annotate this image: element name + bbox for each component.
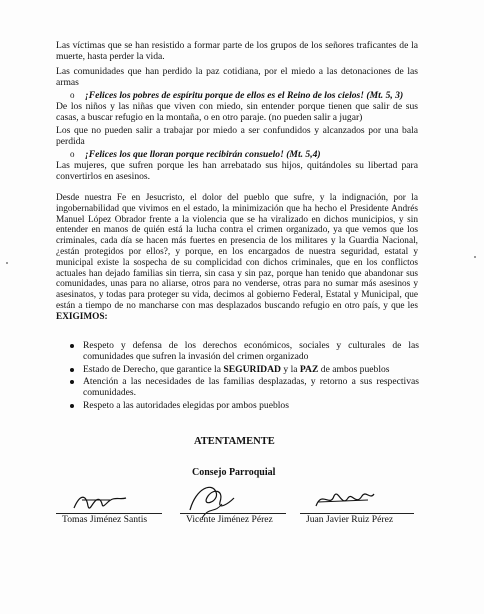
paz-label: PAZ [299,364,319,375]
council-name: Consejo Parroquial [192,467,276,478]
signature-juan [312,486,376,516]
bullet-icon [70,344,74,348]
paragraph-communities: Las comunidades que han perdido la paz cotidiana, por el miedo a las detonaciones de las armas [56,66,418,88]
seguridad-label: SEGURIDAD [223,364,281,375]
main-paragraph [56,193,418,323]
closing-text: ATENTAMENTE [194,436,275,447]
demand-item-authorities: Respeto a las autoridades elegidas por ambos pueblos [83,400,289,411]
signatory-juan: Juan Javier Ruiz Pérez [306,514,394,525]
main-paragraph-text: Desde nuestra Fe en Jesucristo, el dolor del pueblo que sufre, y la indignación, por la ingobernabilidad que vivimos en el estado, la minimización que ha hecho el Presidente Andrés Manuel López Obrador frente a la violencia que se ha viralizado en dichos municipios, y sin entender en manos de quién está la lucha contra el crimen organizado, ya que vemos que los criminales, cada día se hacen más fuertes en presencia de los militares y la Guardia Nacional, ¿están protegidos por ellos?, y porque, en los encargados de nuestra seguridad, estatal y municipal existe la sospecha de su complicidad con dichos criminales, que en los conflictos actuales han dejado familias sin tierra, sin casa y sin paz, porque han tenido que abandonar sus comunidades, unas para no aliarse, otros para no venderse, otras para no sumar más asesinos y asesinatos, y todas para proteger su vida, decimos al gobierno Federal, Estatal y Municipal, que están a tiempo de no mancharse con mas desplazados buscando refugio en otro país, y que les [56,193,418,311]
circle-bullet-icon: o [70,90,75,100]
beatitude-poor: ¡Felices los pobres de espíritu porque de ellos es el Reino de los cielos! (Mt. 5, 3) [85,90,404,101]
circle-bullet-icon: o [70,149,75,159]
bullet-icon [70,380,74,384]
signature-tomas [70,488,130,516]
bullet-icon [70,368,74,372]
paragraph-children: De los niños y las niñas que viven con miedo, sin entender porque tienen que salir de sus casas, a buscar refugio en la montaña, o en otro paraje. (no pueden salir a jugar) [56,101,418,123]
scan-mark [6,262,8,264]
signatory-vicente: Vicente Jiménez Pérez [186,514,273,525]
bullet-icon [70,404,74,408]
demand-item-rule-of-law [83,364,390,375]
demand-connector: y la [280,364,300,375]
demand-tail: de ambos pueblos [318,364,390,375]
scan-mark [474,256,476,258]
demand-item-rule-of-law-text: Estado de Derecho, que garantice la [83,364,221,375]
exigimos-label: EXIGIMOS: [56,311,108,322]
paragraph-workers: Los que no pueden salir a trabajar por miedo a ser confundidos y alcanzados por una bala perdida [56,125,418,147]
demand-item-displaced: Atención a las necesidades de las familias desplazadas, y retorno a sus respectivas comunidades. [83,376,419,398]
paragraph-victims: Las víctimas que se han resistido a formar parte de los grupos de los señores traficantes de la muerte, hasta perder la vida. [56,40,418,62]
beatitude-mourn: ¡Felices los que lloran porque recibirán consuelo! (Mt. 5,4) [85,149,321,160]
paragraph-women: Las mujeres, que sufren porque les han arrebatado sus hijos, quitándoles su libertad para convertirlos en asesinos. [56,160,418,182]
demand-item-rights: Respeto y defensa de los derechos económicos, sociales y culturales de las comunidades que sufren la invasión del crimen organizado [83,340,419,362]
signatory-tomas: Tomas Jiménez Santis [62,514,148,525]
